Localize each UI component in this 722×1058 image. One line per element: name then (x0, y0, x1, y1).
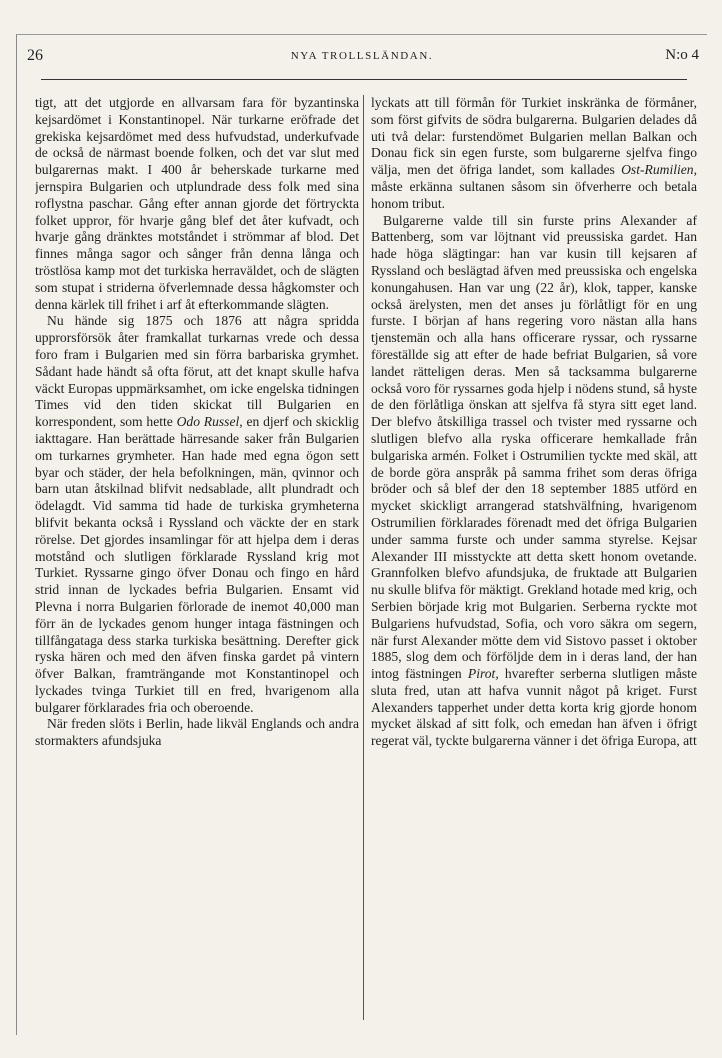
paragraph-text: När freden slöts i Berlin, hade likväl Englands och andra stormakters afundsjuka (35, 716, 359, 749)
left-column (35, 95, 359, 1025)
paragraph (371, 95, 697, 213)
fortress-name: Pirot, (467, 666, 499, 682)
paragraph-text: tigt, att det utgjorde en allvarsam fara för byzantinska kejsardömet i Konstantinopel. När turkarne eröfrade det grekiska kejsardömet med dess hufvudstad, underkufvade de också de närmast boende folken, och det var slut med bulgarernas makt. I 400 år beherskade turkarne med jernspira Bulgarien och utplundrade dess folk med sina roflystna paschar. Gång efter annan gjorde det förtryckta folket uppror, för hvarje gång blef det åter kufvadt, och hvarje gång dränktes motståndet i strömmar af blod. Det finnes många sagor och sånger från denna långa och tröstlösa kamp mot det turkiska herraväldet, och de slägten som stupat i striderna öfverlemnade dessa hågkomster och denna kärlek till frihet i arf åt efterkommande slägten. (35, 95, 359, 312)
paragraph-text: Nu hände sig 1875 och 1876 att några spridda upprorsförsök åter framkallat turkarnas vrede och dessa foro fram i Bulgarien med sin förra barbariska grymhet. Sådant hade händt så ofta förut, att det knapt skulle hafva väckt Europas uppmärksamhet, om icke engelska tidningen Times vid den tiden skickat till Bulgarien en korrespondent, som hette (35, 313, 359, 430)
paragraph-text: hvarefter serberna slutligen måste sluta fred, utan att hafva vunnit något på kriget. Furst Alexanders tapperhet under detta korta krig gjorde honom mycket älskad af sitt folk, och emedan han äfven i öfrigt regerat väl, tyckte bulgarerna vänner i det öfriga Europa, att (371, 666, 697, 749)
paragraph (35, 95, 359, 313)
paragraph-text: Bulgarerne valde till sin furste prins Alexander af Battenberg, som var löjtnant vid preussiska gardet. Han hade höga slägtingar: han var kusin till kejsaren af Ryssland och beslägtad äfven med preussiska och engelska konungahusen. Han var ung (22 år), klok, tapper, kanske också ärelysten, men det anses ju förlåtligt för en ung furste. I början af hans regering voro nästan alla hans tjenstemän och alla hans officerare ryssar, och ryssarne föreställde sig att efter de hade befriat Bulgarien, så vore landet rätteligen deras. Men så tacksamma bulgarerne också voro för ryssarnes goda hjelp i nödens stund, så hyste de den förlåtliga önskan att sjelfva få styra sitt eget land. Der blefvo åtskilliga trassel och tvister med ryssarne och slutligen blefvo alla ryska officerare hemkallade från bulgariska armén. Folket i Ostrumilien tyckte med skäl, att de borde göra anspråk på samma frihet som deras öfriga bröder och så blef der den 18 september 1885 utförd en mycket skickligt arrangerad statshvälfning, hvarigenom Ostrumilien förklarades förenadt med det öfriga Bulgarien under samma furste och under samma styrelse. Kejsar Alexander III misstyckte att detta skett honom ovetande. Grannfolken blefvo afundsjuka, de fruktade att Bulgarien nu skulle blifva för mäktigt. Grekland hotade med krig, och Serbien började krig mot Bulgarien. Serberna ryckte mot Bulgariens hufvudstad, Sofia, och voro säkra om segern, när furst Alexander mötte dem vid Sistovo passet i oktober 1885, slog dem och förföljde dem in i deras land, der han intog fästningen (371, 212, 697, 682)
correspondent-name: Odo Russel (176, 414, 240, 430)
right-column (371, 95, 697, 1025)
paragraph (35, 716, 359, 750)
issue-number: N:o 4 (665, 47, 699, 63)
paragraph (371, 213, 697, 751)
column-divider (363, 95, 364, 1020)
page-header (17, 47, 707, 71)
paragraph-text: måste erkänna sultanen såsom sin öfverherre och betala honom tribut. (371, 178, 697, 211)
book-page (16, 34, 707, 1035)
running-title: NYA TROLLSLÄNDAN. (290, 50, 434, 62)
region-name: Ost-Rumilien, (621, 162, 697, 178)
header-rule (41, 79, 687, 80)
paragraph (35, 313, 359, 716)
paragraph-text: lyckats att till förmån för Turkiet inskränka de förmåner, som först gifvits de södra bulgarerna. Bulgarien delades då uti två delar: furstendömet Bulgarien mellan Balkan och Donau fick sin egen furste, som bulgarerne sjelfva fingo välja, men det öfriga landet, som kallades (371, 95, 697, 178)
paragraph-text: , en djerf och skicklig iakttagare. Han berättade härresande saker från Bulgarien om turkarnes grymheter. Han hade med egna ögon sett byar och städer, der hela befolkningen, män, qvinnor och barn utan åtskilnad blifvit nedsablade, allt plundradt och ödelagdt. Vid samma tid hade de turkiska grymheterna blifvit bekanta också i Ryssland och väckte der en stark rörelse. Det gjordes insamlingar för att hjelpa dem i deras motstånd och slutligen förklarade Ryssland krig mot Turkiet. Ryssarne gingo öfver Donau och fingo en hård strid innan de lyckades befria Bulgarien. Ensamt vid Plevna i norra Bulgarien förlorade de inemot 40,000 man förr än de lyckades genom hunger intaga fästningen och tillfångataga dess starka turkiska besättning. Derefter gick ryska hären och med den äfven finska gardet på vintern öfver Balkan, framträngande mot Konstantinopel och lyckades tvinga Turkiet till en fred, hvarigenom alla bulgarer förklarades fria och oberoende. (35, 414, 359, 715)
page-number: 26 (27, 47, 43, 64)
